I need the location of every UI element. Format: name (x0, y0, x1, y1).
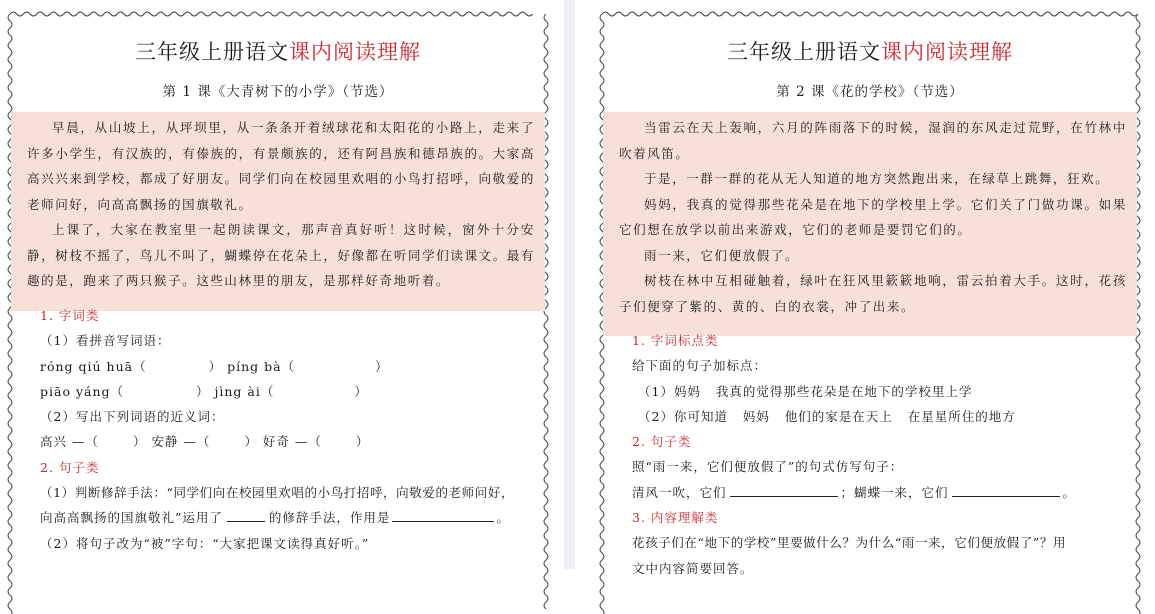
passage-paragraph: 上课了，大家在教室里一起朗读课文，那声音真好听！这时候，窗外十分安静，树枝不摇了，鸟儿不叫了，蝴蝶停在花朵上，好像都在听同学们读课文。最有趣的是，跑来了两只猴子。这些山林里的朋友，是那样好奇地听着。 (27, 222, 535, 288)
wavy-border-right (542, 14, 550, 614)
synonym-item: 高兴 —（ (40, 434, 99, 450)
question-passive-voice: （2）将句子改为“被”字句：“大家把课文读得真好听。” (40, 535, 370, 551)
title-main: 三年级上册语文 (135, 40, 289, 64)
pinyin-row-1 (40, 354, 535, 379)
page-title (10, 36, 546, 66)
answer-blank[interactable] (392, 508, 494, 522)
questions-section (632, 328, 1127, 581)
question-comprehension: 花孩子们在“地下的学校”里要做什么？为什么“雨一来，它们便放假了”？用 (632, 535, 1067, 551)
lesson-subtitle: 第 2 课《花的学校》（节选） (776, 84, 964, 100)
question-rhetoric-line-1: （1）判断修辞手法：“同学们向在校园里欢唱的小鸟打招呼，向敬爱的老师问好， (40, 485, 515, 501)
answer-blank[interactable] (952, 483, 1060, 497)
pinyin-item: ） jìng ài（ (196, 383, 275, 399)
question-imitation-prompt: 照“雨一来，它们便放假了”的句式仿写句子： (632, 459, 904, 475)
questions-section (40, 303, 535, 556)
page-title (602, 36, 1138, 66)
lesson-subtitle: 第 1 课《大青树下的小学》（节选） (162, 84, 394, 100)
answer-blank[interactable] (730, 483, 838, 497)
wavy-border-top (602, 10, 1138, 18)
question-text: ；蝴蝶一来，它们 (840, 484, 949, 500)
passage-paragraph: 妈妈，我真的觉得那些花朵是在地下的学校里上学。它们关了门做功课。如果它们想在放学以前出来游戏，它们的老师是要罚它们的。 (619, 196, 1127, 237)
wavy-border-top (10, 10, 546, 18)
question-punctuation-1: （1）妈妈 我真的觉得那些花朵是在地下的学校里上学 (638, 383, 973, 399)
question-comprehension-cont: 文中内容简要回答。 (632, 560, 754, 576)
synonym-item: ） 安静 —（ (132, 434, 211, 450)
passage-paragraph: 树枝在林中互相碰触着，绿叶在狂风里簌簌地响，雷云拍着大手。这时，花孩子们便穿了紫的、黄的、白的衣裳，冲了出来。 (619, 273, 1127, 314)
paren-close: ） (354, 383, 368, 399)
question-text: 。 (1062, 484, 1077, 500)
pinyin-item: róng qiú huā（ (40, 358, 147, 374)
title-highlight: 课内阅读理解 (881, 40, 1013, 64)
passage-paragraph: 早晨，从山坡上，从坪坝里，从一条条开着绒球花和太阳花的小路上，走来了许多小学生，有汉族的，有傣族的，有景颇族的，还有阿昌族和德昂族的。大家高高兴兴来到学校，都成了好朋友。同学们向在校园里欢唱的小鸟打招呼，向敬爱的老师问好，向高高飘扬的国旗敬礼。 (27, 120, 535, 212)
question-rhetoric-line-2 (40, 505, 535, 530)
passage-paragraph: 当雷云在天上轰响，六月的阵雨落下的时候，湿润的东风走过荒野，在竹林中吹着风笛。 (619, 120, 1127, 161)
page-gutter (564, 0, 575, 569)
synonym-item: ） 好奇 —（ (244, 434, 322, 450)
pinyin-item: piāo yáng（ (40, 383, 125, 399)
worksheet-page-2 (602, 14, 1138, 614)
section-heading-sentences: 2. 句子类 (632, 434, 692, 450)
section-heading-sentences: 2. 句子类 (40, 459, 100, 475)
pinyin-item: ） píng bà（ (208, 358, 296, 374)
question-imitation-answer (632, 480, 1127, 505)
synonym-row (40, 429, 535, 454)
worksheet-page-1 (10, 14, 546, 614)
passage-paragraph: 于是，一群一群的花从无人知道的地方突然跑出来，在绿草上跳舞，狂欢。 (644, 171, 1110, 186)
reading-passage (11, 112, 545, 311)
question-pinyin-prompt: （1）看拼音写词语： (40, 333, 171, 349)
section-heading-comprehension: 3. 内容理解类 (632, 510, 719, 526)
title-highlight: 课内阅读理解 (289, 40, 421, 64)
pinyin-row-2 (40, 379, 535, 404)
question-text: 的修辞手法，作用是 (268, 510, 391, 526)
reading-passage (603, 112, 1137, 336)
answer-blank[interactable] (227, 508, 265, 522)
question-punctuation-prompt: 给下面的句子加标点： (632, 358, 768, 374)
question-text: 。 (496, 510, 510, 526)
section-heading-vocabulary: 1. 字词类 (40, 308, 100, 323)
wavy-border-left (6, 14, 14, 614)
passage-paragraph: 雨一来，它们便放假了。 (644, 247, 800, 263)
title-main: 三年级上册语文 (727, 40, 881, 64)
question-text: 清风一吹，它们 (632, 484, 727, 500)
question-text: 向高高飘扬的国旗敬礼”运用了 (40, 510, 223, 526)
paren-close: ） (355, 434, 370, 450)
question-synonyms-prompt: （2）写出下列词语的近义词： (40, 409, 225, 425)
paren-close: ） (375, 358, 389, 374)
question-punctuation-2: （2）你可知道 妈妈 他们的家是在天上 在星星所住的地方 (638, 408, 1016, 424)
section-heading-punctuation: 1. 字词标点类 (632, 333, 719, 348)
